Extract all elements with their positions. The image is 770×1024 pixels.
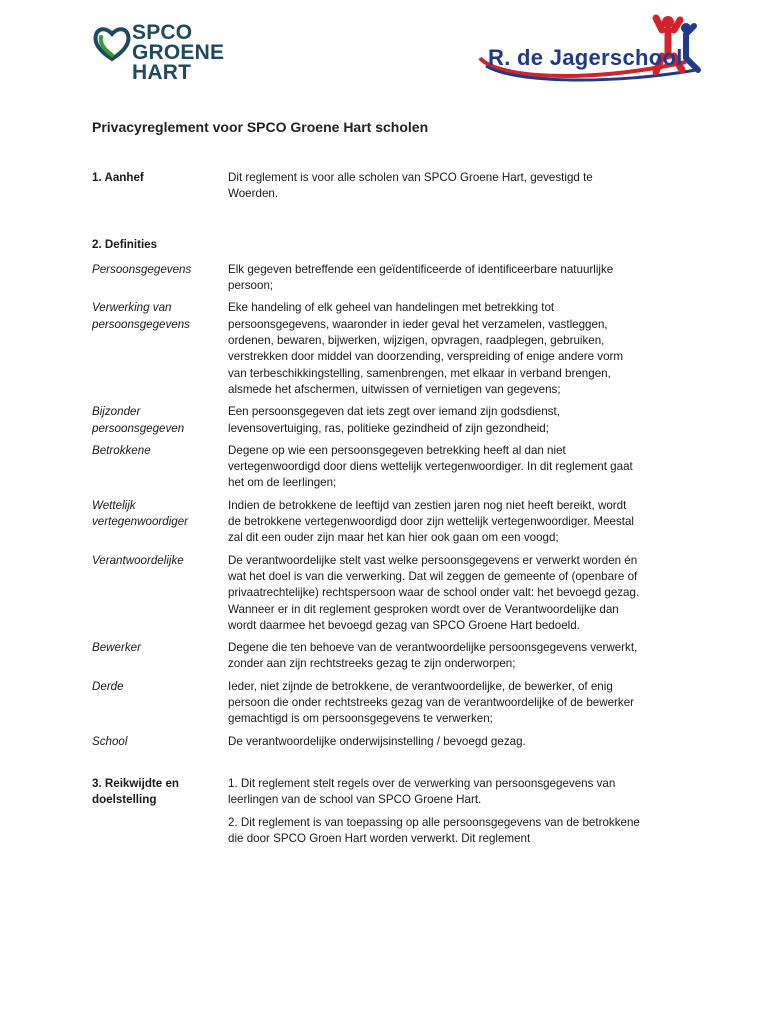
- definition-text: De verantwoordelijke stelt vast welke persoonsgegevens er verwerkt worden én wat het doel is van die verwerking. Dat wil zeggen de gemeente of (openbare of privaatrechtelijke) rechtspersoon waar de school onder valt: het bevoegd gezag. Wanneer er in dit reglement gesproken wordt over de Verantwoordelijke dan wordt daarmee het bevoegd gezag van SPCO Groene Hart bedoeld.: [228, 553, 640, 632]
- definition-row: [92, 640, 652, 673]
- section-heading: 3. Reikwijdte en doelstelling: [92, 776, 179, 807]
- spco-logo-line2: GROENE HART: [132, 41, 225, 84]
- spco-logo-line1: SPCO: [132, 21, 193, 44]
- definition-term: Bewerker: [92, 641, 141, 655]
- definition-term: Verantwoordelijke: [92, 553, 184, 567]
- definition-row: [92, 498, 652, 547]
- section-heading: 2. Definities: [92, 237, 158, 251]
- definition-term: Verwerking van persoonsgegevens: [92, 301, 190, 331]
- definition-term: Persoonsgegevens: [92, 262, 192, 276]
- spco-logo-text: [132, 23, 282, 83]
- definition-row: [92, 553, 652, 634]
- definition-term: Derde: [92, 679, 124, 693]
- definition-row: [92, 300, 652, 398]
- definition-text: Indien de betrokkene de leeftijd van zestien jaren nog niet heeft bereikt, wordt de betrokkene vertegenwoordigd door zijn wettelijk vertegenwoordiger. Meestal zal dit een ouder zijn maar het kan hier ook gaan om een voogd;: [228, 498, 635, 545]
- spco-heart-logo-icon: [92, 24, 132, 64]
- definition-term: Betrokkene: [92, 443, 151, 457]
- definition-text: Degene die ten behoeve van de verantwoordelijke persoonsgegevens verwerkt, zonder aan zijn rechtstreeks gezag te zijn onderworpen;: [228, 641, 638, 671]
- definition-term: Bijzonder persoonsgegeven: [92, 405, 185, 435]
- section-reikwijdte: [92, 776, 652, 847]
- definition-term: Wettelijk vertegenwoordiger: [92, 498, 189, 529]
- document-body: [92, 170, 652, 847]
- jagerschool-name: R. de Jagerschool: [488, 45, 683, 70]
- section-paragraph: 2. Dit reglement is van toepassing op alle persoonsgegevens van de betrokkene die door SPCO Groen Hart worden verwerkt. Dit reglement: [228, 815, 640, 845]
- definition-text: Een persoonsgegeven dat iets zegt over iemand zijn godsdienst, levensovertuiging, ras, politieke gezindheid of zijn gezondheid;: [228, 405, 560, 435]
- definition-row: [92, 679, 652, 728]
- definition-text: Degene op wie een persoonsgegeven betrekking heeft al dan niet vertegenwoordigd door diens wettelijk vertegenwoordiger. In dit reglement gaat het om de leerlingen;: [228, 443, 633, 490]
- definition-term: School: [92, 734, 128, 748]
- section-paragraphs: [228, 776, 652, 847]
- section-definities: [92, 237, 652, 253]
- section-heading: 1. Aanhef: [92, 171, 144, 184]
- jagerschool-logo: [476, 12, 704, 88]
- spco-groene-hart-logo: [92, 20, 282, 84]
- definition-text: Eke handeling of elk geheel van handelingen met betrekking tot persoonsgegevens, waaronder in ieder geval het verzamelen, vastleggen, ordenen, bewaren, bijwerken, wijzigen, opvragen, raadplegen, gebruiken, verstrekken door middel van doorzending, verspreiding of enige andere vorm van terbeschikkingstelling, samenbrengen, met elkaar in verband brengen, alsmede het afschermen, uitwissen of vernietigen van gegevens;: [228, 301, 624, 396]
- definition-text: Elk gegeven betreffende een geïdentificeerde of identificeerbare natuurlijke persoon;: [228, 262, 614, 293]
- document-title: Privacyreglement voor SPCO Groene Hart scholen: [92, 119, 429, 135]
- definition-text: Ieder, niet zijnde de betrokkene, de verantwoordelijke, de bewerker, of enig persoon die onder rechtstreeks gezag van de verantwoordelijke of de bewerker gemachtigd is om persoonsgegevens te verwerken;: [228, 679, 635, 726]
- definition-row: [92, 404, 652, 437]
- definition-row: [92, 734, 652, 750]
- definition-row: [92, 443, 652, 492]
- section-aanhef: [92, 170, 652, 203]
- section-text: Dit reglement is voor alle scholen van SPCO Groene Hart, gevestigd te Woerden.: [228, 171, 593, 201]
- definition-row: [92, 262, 652, 295]
- section-paragraph: 1. Dit reglement stelt regels over de verwerking van persoonsgegevens van leerlingen van de school van SPCO Groene Hart.: [228, 776, 616, 807]
- definition-text: De verantwoordelijke onderwijsinstelling / bevoegd gezag.: [228, 734, 526, 748]
